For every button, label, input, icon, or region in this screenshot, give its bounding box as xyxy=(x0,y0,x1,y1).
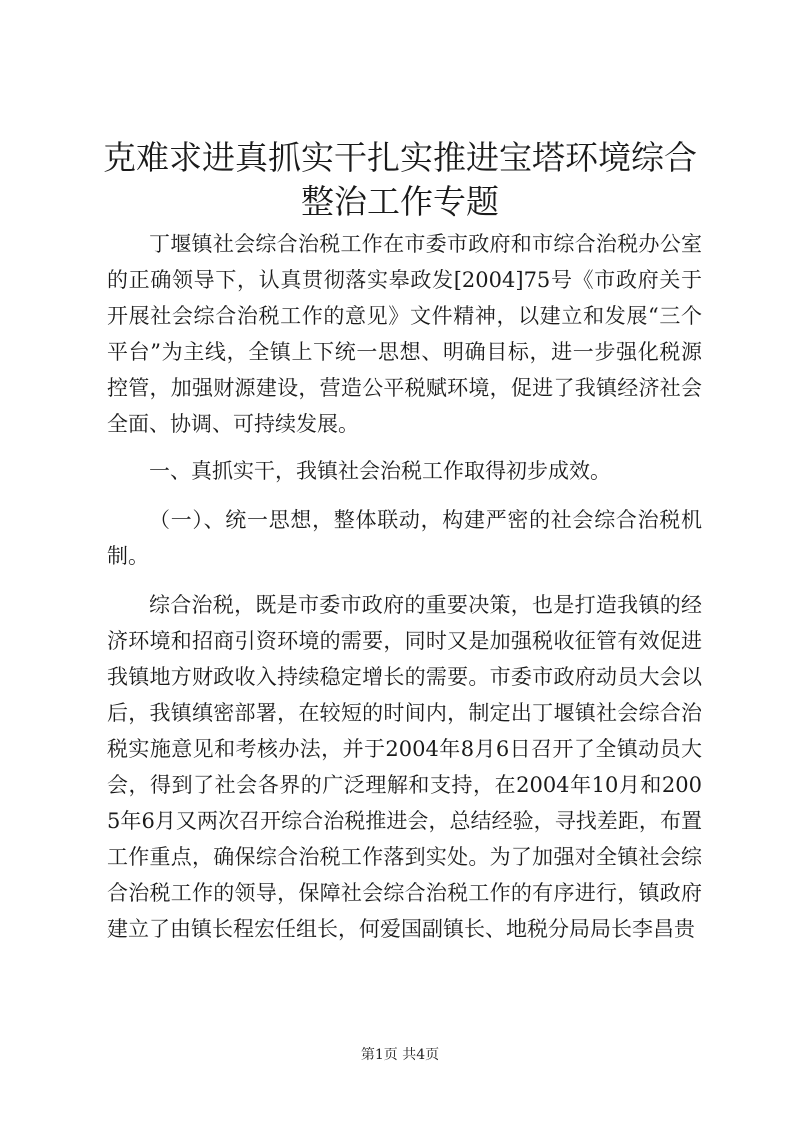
section-heading: 一、真抓实干，我镇社会治税工作取得初步成效。 xyxy=(149,459,611,483)
document-title: 克难求进真抓实干扎实推进宝塔环境综合整治工作专题 xyxy=(103,138,697,221)
page-footer: 第1页 共4页 xyxy=(360,1047,440,1063)
body-paragraph: 综合治税，既是市委市政府的重要决策，也是打造我镇的经济环境和招商引资环境的需要，同时又是加强税收征管有效促进我镇地方财政收入持续稳定增长的需要。市委市政府动员大会以后，我镇缜密部署，在较短的时间内，制定出丁堰镇社会综合治税实施意见和考核办法，并于2004年8月6日召开了全镇动员大会，得到了社会各界的广泛理解和支持，在2004年10月和2005年6月又两次召开综合治税推进会，总结经验，寻找差距，布置工作重点，确保综合治税工作落到实处。为了加强对全镇社会综合治税工作的领导，保障社会综合治税工作的有序进行，镇政府建立了由镇长程宏任组长，何爱国副镇长、地税分局局长李昌贵 xyxy=(107,593,702,941)
intro-paragraph: 丁堰镇社会综合治税工作在市委市政府和市综合治税办公室的正确领导下，认真贯彻落实皋政发[2004]75号《市政府关于开展社会综合治税工作的意见》文件精神，以建立和发展“三个平台”为主线，全镇上下统一思想、明确目标，进一步强化税源控管，加强财源建设，营造公平税赋环境，促进了我镇经济社会全面、协调、可持续发展。 xyxy=(107,232,702,436)
document-body xyxy=(107,226,702,947)
subsection-heading: （一）、统一思想，整体联动，构建严密的社会综合治税机制。 xyxy=(107,508,702,568)
